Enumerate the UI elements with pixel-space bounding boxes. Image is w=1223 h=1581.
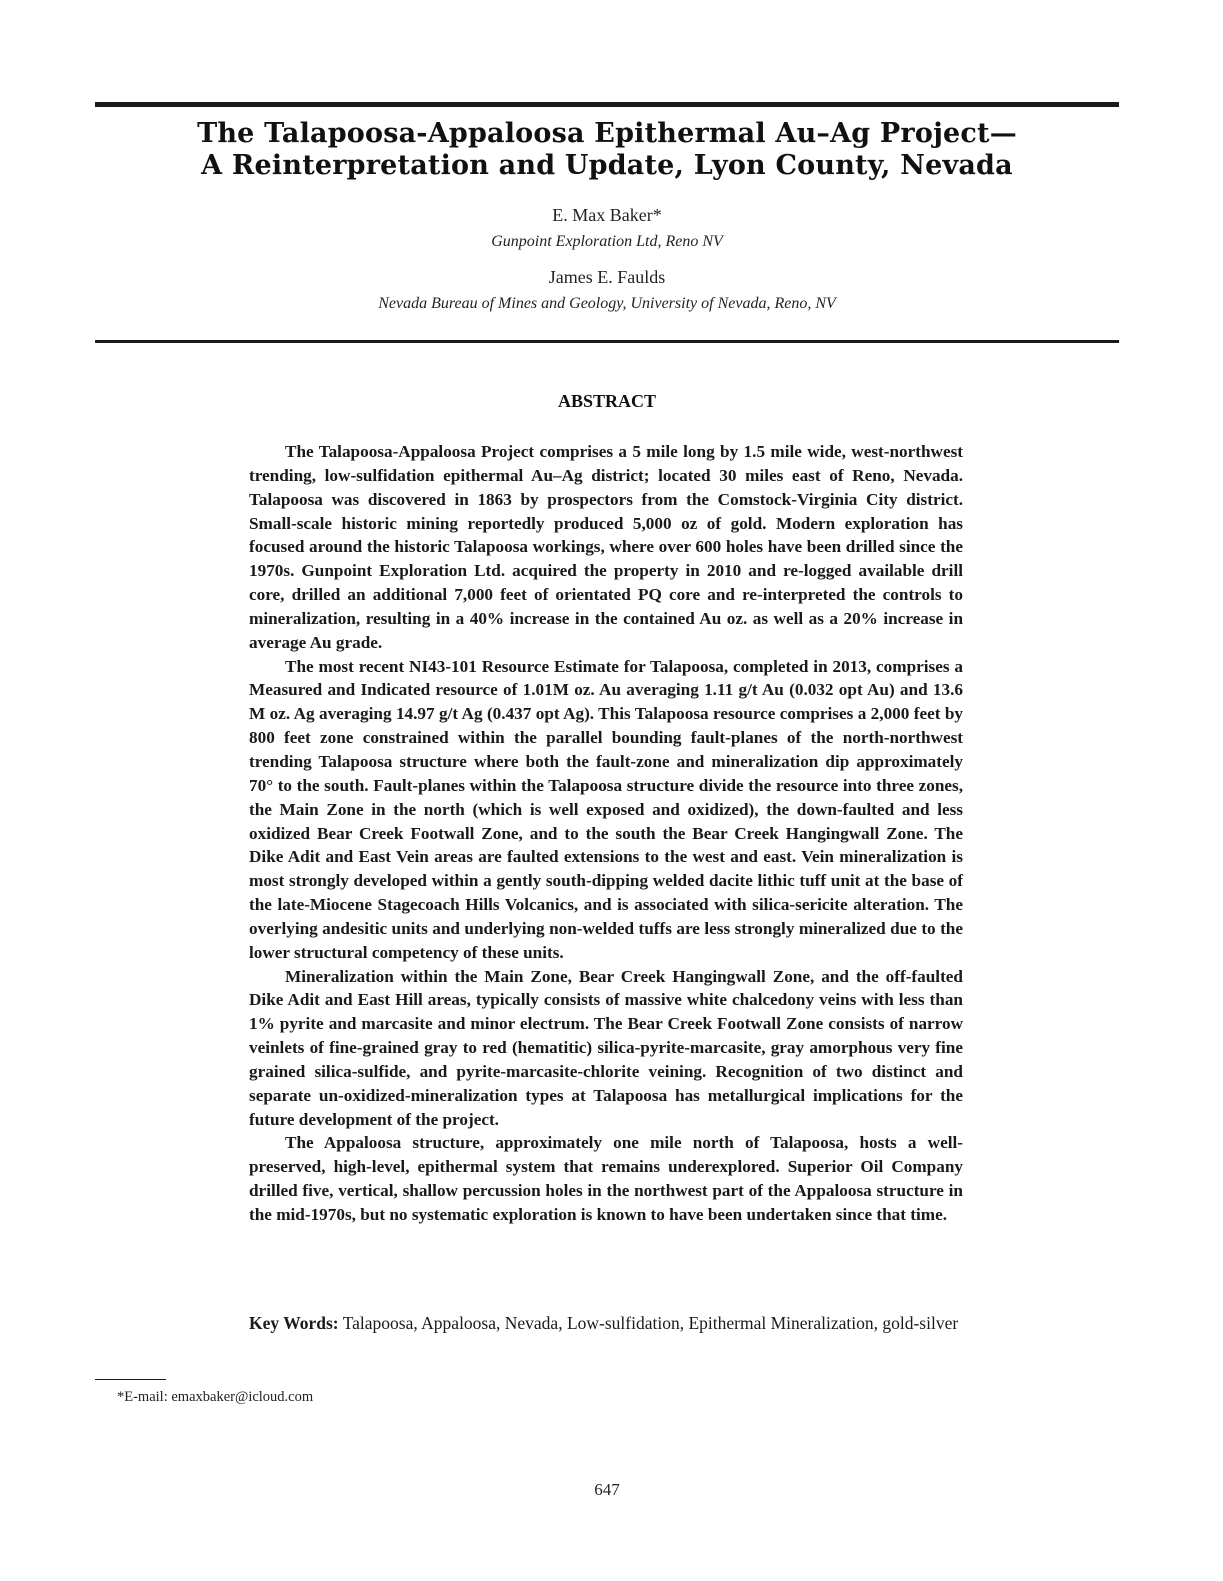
keywords-text: Talapoosa, Appaloosa, Nevada, Low-sulfidation, Epithermal Mineralization, gold-silver [342,1313,959,1333]
abstract-paragraph: The Talapoosa-Appaloosa Project comprises a 5 mile long by 1.5 mile wide, west-northwest trending, low-sulfidation epithermal Au–Ag district; located 30 miles east of Reno, Nevada. Talapoosa was discovered in 1863 by prospectors from the Comstock-Virginia City district. Small-scale historic mining reportedly produced 5,000 oz of gold. Modern exploration has focused around the historic Talapoosa workings, where over 600 holes have been drilled since the 1970s. Gunpoint Exploration Ltd. acquired the property in 2010 and re-logged available drill core, drilled an additional 7,000 feet of orientated PQ core and re-interpreted the controls to mineralization, resulting in a 40% increase in the contained Au oz. as well as a 20% increase in average Au grade. [249,442,963,652]
abstract-paragraph: The most recent NI43-101 Resource Estimate for Talapoosa, completed in 2013, comprises a Measured and Indicated resource of 1.01M oz. Au averaging 1.11 g/t Au (0.032 opt Au) and 13.6 M oz. Ag averaging 14.97 g/t Ag (0.437 opt Ag). This Talapoosa resource comprises a 2,000 feet by 800 feet zone constrained within the parallel bounding fault-planes of the north-northwest trending Talapoosa structure where both the fault-zone and mineralization dip approximately 70° to the south. Fault-planes within the Talapoosa structure divide the resource into three zones, the Main Zone in the north (which is well exposed and oxidized), the down-faulted and less oxidized Bear Creek Footwall Zone, and to the south the Bear Creek Hangingwall Zone. The Dike Adit and East Vein areas are faulted extensions to the west and east. Vein mineralization is most strongly developed within a gently south-dipping welded dacite lithic tuff unit at the base of the late-Miocene Stagecoach Hills Volcanics, and is associated with silica-sericite alteration. The overlying andesitic units and underlying non-welded tuffs are less strongly mineralized due to the lower structural competency of these units. [249,656,963,962]
page-number: 647 [594,1480,620,1499]
abstract-heading: ABSTRACT [557,391,657,411]
paper-title [95,118,1119,182]
footnote-email: *E-mail: emaxbaker@icloud.com [117,1389,314,1405]
abstract-body [249,440,963,1227]
keywords [249,1311,963,1335]
author-name: E. Max Baker* [552,205,662,225]
author-name: James E. Faulds [548,267,666,287]
footnote-rule [95,1379,166,1380]
author-affiliation: Gunpoint Exploration Ltd, Reno NV [491,233,723,250]
author-affiliation: Nevada Bureau of Mines and Geology, University of Nevada, Reno, NV [378,295,836,312]
title-line-2: A Reinterpretation and Update, Lyon County, Nevada [201,150,1013,181]
abstract-paragraph: The Appaloosa structure, approximately one mile north of Talapoosa, hosts a well-preserved, high-level, epithermal system that remains underexplored. Superior Oil Company drilled five, vertical, shallow percussion holes in the northwest part of the Appaloosa structure in the mid-1970s, but no systematic exploration is known to have been undertaken since that time. [249,1133,963,1224]
abstract-paragraph: Mineralization within the Main Zone, Bear Creek Hangingwall Zone, and the off-faulted Dike Adit and East Hill areas, typically consists of massive white chalcedony veins with less than 1% pyrite and marcasite and minor electrum. The Bear Creek Footwall Zone consists of narrow veinlets of fine-grained gray to red (hematitic) silica-pyrite-marcasite, gray amorphous very fine grained silica-sulfide, and pyrite-marcasite-chlorite veining. Recognition of two distinct and separate un-oxidized-mineralization types at Talapoosa has metallurgical implications for the future development of the project. [249,966,963,1129]
header-rule [95,340,1119,343]
keywords-label: Key Words: [249,1313,339,1333]
title-line-1: The Talapoosa-Appaloosa Epithermal Au–Ag Project— [197,118,1017,149]
top-rule [95,102,1119,107]
